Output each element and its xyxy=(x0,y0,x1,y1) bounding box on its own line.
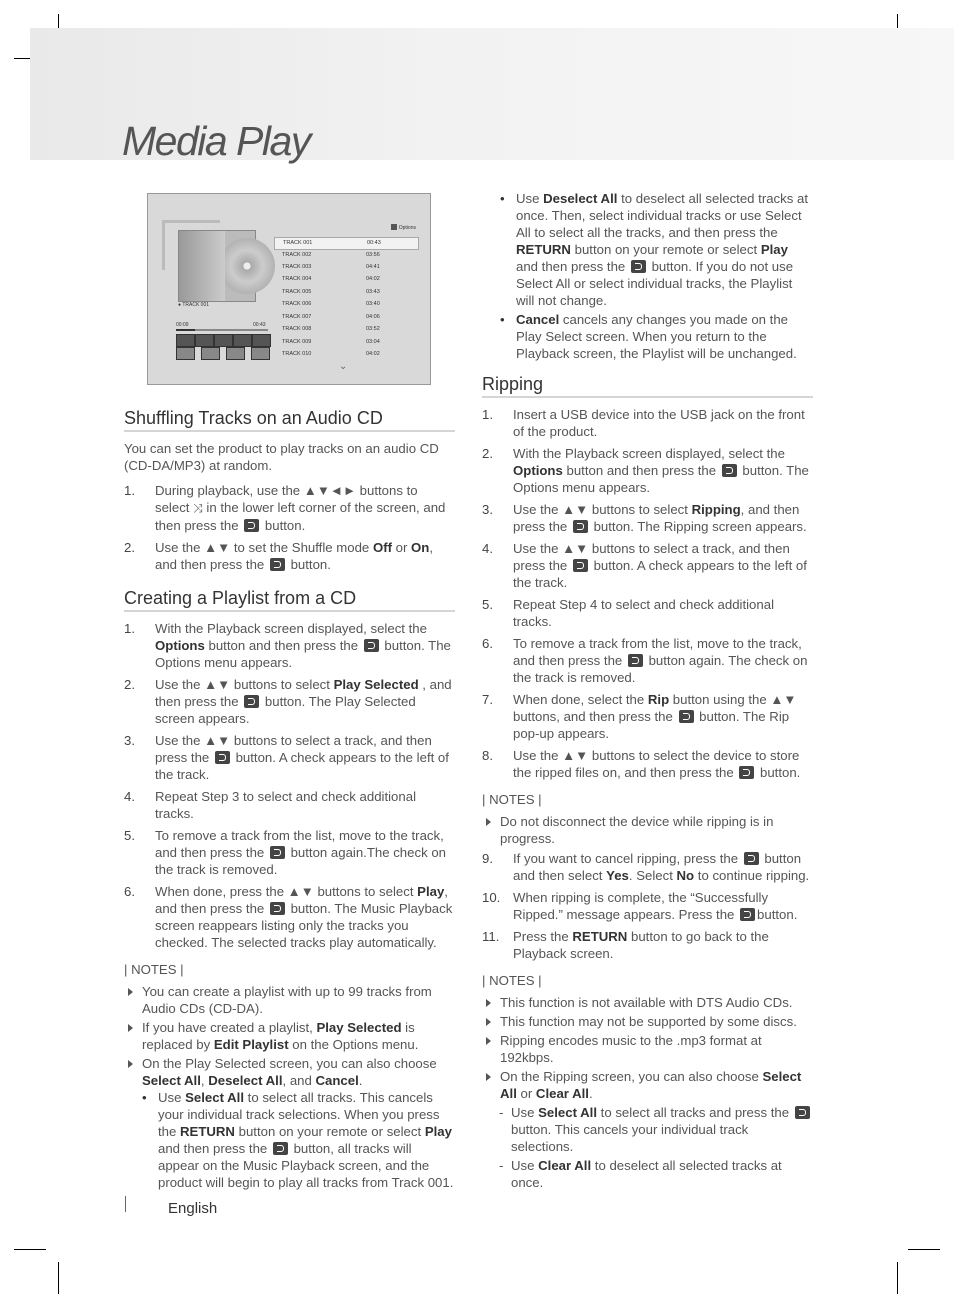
bold-term: RETURN xyxy=(180,1124,235,1139)
music-playback-screen xyxy=(147,193,431,385)
enter-button-icon xyxy=(270,846,285,859)
bold-term: Play Selected xyxy=(316,1020,402,1035)
note-item xyxy=(124,1055,455,1191)
bold-term: Clear All xyxy=(538,1158,592,1173)
sub-bullet-item xyxy=(500,190,813,309)
step-text: button. The Options menu appears. xyxy=(155,638,451,670)
enter-button-icon xyxy=(270,558,285,571)
note-text: and then press the xyxy=(516,259,629,274)
enter-button-icon xyxy=(740,908,755,921)
note-text: , and xyxy=(282,1073,316,1088)
note-text: button on your remote or select xyxy=(570,242,761,257)
step-text: When done, press the ▲▼ buttons to select xyxy=(155,884,418,899)
step-text: button. The Rip pop-up appears. xyxy=(513,709,790,741)
bold-term: Options xyxy=(155,638,205,653)
notes-label: | NOTES | xyxy=(482,792,542,807)
left-column xyxy=(124,410,455,1193)
track-name: TRACK 005 xyxy=(282,289,312,295)
list-item xyxy=(482,406,813,440)
step-text: Use the ▲▼ buttons to select xyxy=(513,502,692,517)
section-title-playlist: Creating a Playlist from a CD xyxy=(124,590,455,612)
step-text: button. xyxy=(756,765,801,780)
bold-term: Clear All xyxy=(535,1086,589,1101)
track-name: TRACK 009 xyxy=(282,339,312,345)
bold-term: Select All xyxy=(538,1105,598,1120)
track-name: TRACK 002 xyxy=(282,252,312,258)
step-text: . Select xyxy=(628,868,677,883)
step-number: 5. xyxy=(482,597,493,612)
step-text: in the lower left corner of the screen, and then press the xyxy=(155,500,446,533)
step-text: Use the ▲▼ buttons to select the device to store the ripped files on, and then press the xyxy=(513,748,800,780)
progress-fill xyxy=(176,329,195,331)
list-item xyxy=(124,788,455,822)
step-text: button. xyxy=(757,907,798,922)
list-item xyxy=(482,928,813,962)
track-name: TRACK 008 xyxy=(282,326,312,332)
track-name: TRACK 006 xyxy=(282,301,312,307)
step-number: 1. xyxy=(482,407,493,422)
track-name: TRACK 003 xyxy=(282,264,312,270)
note-text: button. This cancels your individual track selections. xyxy=(511,1122,749,1154)
list-item xyxy=(124,883,455,951)
step-text: , and then press the xyxy=(155,540,434,572)
bold-term: RETURN xyxy=(516,242,571,257)
step-text: Repeat Step 4 to select and check additional tracks. xyxy=(513,597,774,629)
enter-button-icon xyxy=(744,852,759,865)
step-text: button again.The check on the track is removed. xyxy=(155,845,446,877)
note-text: cancels any changes you made on the Play Select screen. When you return to the Playback screen, the Playlist will be unchanged. xyxy=(516,312,797,361)
playlist-steps xyxy=(124,620,455,951)
bold-term: Select All xyxy=(185,1090,245,1105)
note-text: This function is not available with DTS Audio CDs. xyxy=(500,995,793,1010)
note-text: on the Options menu. xyxy=(288,1037,419,1052)
track-time: 00:43 xyxy=(367,240,381,246)
total-time: 00:43 xyxy=(253,322,266,328)
bold-term: Play xyxy=(417,884,445,899)
list-item xyxy=(482,445,813,496)
shuffle-steps xyxy=(124,482,455,573)
list-item xyxy=(124,827,455,878)
note-text: button, all tracks will appear on the Music Playback screen, and the product will begin to play all tracks from Track 001. xyxy=(158,1141,454,1190)
step-number: 4. xyxy=(124,789,135,804)
options-label[interactable] xyxy=(391,224,416,231)
track-time: 04:02 xyxy=(366,351,380,357)
list-item xyxy=(124,732,455,783)
track-row[interactable] xyxy=(274,324,417,335)
crop-mark xyxy=(908,1249,940,1250)
right-column xyxy=(482,190,813,1193)
enter-button-icon xyxy=(573,520,588,533)
enter-button-icon xyxy=(215,751,230,764)
note-text: If you have created a playlist, xyxy=(142,1020,317,1035)
track-row[interactable] xyxy=(274,312,417,323)
dash-item xyxy=(499,1104,813,1155)
note-text: You can create a playlist with up to 99 tracks from Audio CDs (CD-DA). xyxy=(142,984,432,1016)
step-text: button. xyxy=(286,557,331,572)
step-number: 6. xyxy=(124,884,135,899)
ripping-steps xyxy=(482,406,813,781)
cd-case xyxy=(179,231,225,301)
shuffle-intro: You can set the product to play tracks on an audio CD (CD-DA/MP3) at random. xyxy=(124,441,439,473)
step-text: button. The Options menu appears. xyxy=(513,463,809,495)
track-time: 03:40 xyxy=(366,301,380,307)
bold-term: Deselect All xyxy=(208,1073,283,1088)
next-button[interactable] xyxy=(252,334,271,347)
ripping-steps-2 xyxy=(482,850,813,962)
elapsed-time: 00:09 xyxy=(176,322,189,328)
step-text: button to go back to the Playback screen. xyxy=(513,929,769,961)
track-row[interactable] xyxy=(274,349,417,360)
step-text: button and then press the xyxy=(204,638,362,653)
enter-button-icon xyxy=(273,1142,288,1155)
step-number: 11. xyxy=(482,929,500,944)
dash-item xyxy=(499,1157,813,1191)
note-text: Ripping encodes music to the .mp3 format at 192kbps. xyxy=(500,1033,762,1065)
enter-button-icon xyxy=(244,519,259,532)
bold-term: Yes xyxy=(606,868,629,883)
step-text: To remove a track from the list, move to the track, and then press the xyxy=(513,636,802,668)
enter-button-icon xyxy=(628,654,643,667)
notes-label: | NOTES | xyxy=(124,962,184,977)
crop-mark xyxy=(897,1262,898,1294)
enter-button-icon xyxy=(573,559,588,572)
note-item xyxy=(482,994,813,1011)
track-name: TRACK 007 xyxy=(282,314,312,320)
list-item xyxy=(124,482,455,534)
decor-bar xyxy=(162,220,165,270)
track-time: 03:43 xyxy=(366,289,380,295)
step-number: 8. xyxy=(482,748,493,763)
step-text: button again. The check on the track is removed. xyxy=(513,653,808,685)
crop-mark xyxy=(58,1262,59,1294)
bold-term: No xyxy=(676,868,695,883)
track-row[interactable] xyxy=(274,299,417,310)
list-item xyxy=(482,889,813,923)
note-text: button on your remote or select xyxy=(234,1124,425,1139)
page-title: Media Play xyxy=(122,118,310,164)
enter-button-icon xyxy=(795,1106,810,1119)
note-text: to deselect all selected tracks at once. Then, select individual tracks or use Select All to select all the tracks, and then press the xyxy=(516,191,808,240)
bold-term: Off xyxy=(372,540,392,555)
step-text: button. The Ripping screen appears. xyxy=(589,519,807,534)
track-time: 03:52 xyxy=(366,326,380,332)
bold-term: RETURN xyxy=(572,929,628,944)
step-text: Press the xyxy=(513,929,573,944)
section-title-ripping: Ripping xyxy=(482,376,813,398)
step-text: button using the ▲▼ buttons, and then press the xyxy=(513,692,797,724)
note-text: . xyxy=(358,1073,363,1088)
footer-language: English xyxy=(168,1200,218,1217)
rewind-button[interactable] xyxy=(195,334,214,347)
track-row[interactable] xyxy=(274,262,417,273)
list-item xyxy=(482,635,813,686)
track-row[interactable] xyxy=(274,274,417,285)
track-row[interactable] xyxy=(274,237,419,250)
note-text: Do not disconnect the device while ripping is in progress. xyxy=(500,814,774,846)
note-item xyxy=(482,813,813,847)
list-item xyxy=(124,676,455,727)
step-text: If you want to cancel ripping, press the xyxy=(513,851,742,866)
bold-term: Select All xyxy=(500,1069,802,1101)
shuffle-icon: ⤨ xyxy=(193,501,203,515)
note-item xyxy=(124,1019,455,1053)
note-text: Use xyxy=(516,191,544,206)
now-playing-label xyxy=(178,302,209,308)
note-text: , xyxy=(200,1073,209,1088)
play-indicator-icon: ● xyxy=(178,302,182,308)
album-art xyxy=(178,230,256,302)
track-time: 03:56 xyxy=(366,252,380,258)
step-number: 1. xyxy=(124,621,135,636)
step-number: 1. xyxy=(124,483,135,498)
track-time: 04:02 xyxy=(366,276,380,282)
sub-bullet-item xyxy=(142,1089,455,1191)
note-text: This function may not be supported by some discs. xyxy=(500,1014,797,1029)
step-number: 5. xyxy=(124,828,135,843)
note-item xyxy=(482,1032,813,1066)
track-row[interactable] xyxy=(274,250,417,261)
list-item xyxy=(482,501,813,535)
step-text: With the Playback screen displayed, select the xyxy=(155,621,427,636)
note-text: Use xyxy=(158,1090,186,1105)
bold-term: Select All xyxy=(142,1073,201,1088)
track-row[interactable] xyxy=(274,337,417,348)
step-number: 4. xyxy=(482,541,493,556)
step-text: button. The Music Playback screen reappears listing only the tracks you checked. The selected tracks play automatically. xyxy=(155,901,453,950)
enter-button-icon xyxy=(270,902,285,915)
list-item xyxy=(124,620,455,671)
step-number: 2. xyxy=(124,677,135,692)
step-text: Use the ▲▼ buttons to select a track, and then press the xyxy=(155,733,432,765)
step-text: or xyxy=(391,540,412,555)
notes-label: | NOTES | xyxy=(482,973,542,988)
enter-button-icon xyxy=(739,766,754,779)
track-name: TRACK 010 xyxy=(282,351,312,357)
track-time: 04:41 xyxy=(366,264,380,270)
equalizer-button[interactable] xyxy=(226,347,245,360)
decor-bar xyxy=(162,220,220,223)
bold-term: Cancel xyxy=(516,312,560,327)
bold-term: Options xyxy=(513,463,563,478)
step-text: , and then press the xyxy=(155,677,452,709)
step-text: to continue ripping. xyxy=(694,868,810,883)
step-text: Use the ▲▼ buttons to select xyxy=(155,677,334,692)
bold-term: Rip xyxy=(647,692,670,707)
note-text: button. If you do not use Select All or select individual tracks, the Playlist will not change. xyxy=(516,259,794,308)
bold-term: Play xyxy=(760,242,788,257)
track-time: 03:04 xyxy=(366,339,380,345)
now-playing-track: TRACK 001 xyxy=(182,302,210,308)
note-text: to select all tracks. This cancels your individual track selections. When you press the xyxy=(158,1090,440,1139)
sub-bullet-item xyxy=(500,311,813,362)
step-number: 3. xyxy=(482,502,493,517)
note-item xyxy=(124,983,455,1017)
step-text: button. A check appears to the left of the track. xyxy=(155,750,449,782)
shuffle-button[interactable] xyxy=(201,347,220,360)
sub-bullets-continued xyxy=(482,190,813,362)
step-text: button. The Play Selected screen appears. xyxy=(155,694,416,726)
note-text: On the Play Selected screen, you can also choose xyxy=(142,1056,437,1071)
cd-disc-icon xyxy=(219,238,275,294)
scroll-down-icon[interactable]: ⌄ xyxy=(339,361,348,372)
previous-button[interactable] xyxy=(233,334,252,347)
note-text: On the Ripping screen, you can also choose xyxy=(500,1069,763,1084)
footer-divider xyxy=(125,1196,126,1212)
track-name: TRACK 004 xyxy=(282,276,312,282)
step-text: Insert a USB device into the USB jack on the front of the product. xyxy=(513,407,805,439)
list-item xyxy=(482,596,813,630)
section-title-shuffle: Shuffling Tracks on an Audio CD xyxy=(124,410,455,432)
crop-mark xyxy=(14,1249,46,1250)
step-number: 9. xyxy=(482,851,493,866)
list-item xyxy=(482,540,813,591)
note-text: Use xyxy=(511,1105,539,1120)
note-text: . xyxy=(588,1086,593,1101)
step-text: During playback, use the ▲▼◄► buttons to select xyxy=(155,483,418,515)
enter-button-icon xyxy=(244,695,259,708)
step-text: button. A check appears to the left of the track. xyxy=(513,558,807,590)
step-number: 2. xyxy=(482,446,493,461)
step-text: Repeat Step 3 to select and check additional tracks. xyxy=(155,789,416,821)
playlist-notes xyxy=(124,983,455,1191)
list-item xyxy=(482,691,813,742)
note-text: Use xyxy=(511,1158,539,1173)
note-text: and then press the xyxy=(158,1141,271,1156)
step-number: 6. xyxy=(482,636,493,651)
list-item xyxy=(124,539,455,573)
note-text: is replaced by xyxy=(142,1020,415,1052)
options-label-text: Options xyxy=(398,225,416,231)
step-number: 3. xyxy=(124,733,135,748)
bold-term: On xyxy=(411,540,430,555)
ripping-notes-2 xyxy=(482,994,813,1102)
bold-term: Ripping xyxy=(691,502,741,517)
step-text: , and then press the xyxy=(155,884,448,916)
step-number: 10. xyxy=(482,890,501,905)
ripping-dash-list xyxy=(482,1104,813,1191)
step-text: When done, select the xyxy=(513,692,648,707)
step-text: When ripping is complete, the “Successfully Ripped.” message appears. Press the xyxy=(513,890,769,922)
step-text: button and then select xyxy=(513,851,802,883)
pause-button[interactable] xyxy=(176,334,195,347)
enter-button-icon xyxy=(722,464,737,477)
note-text: or xyxy=(516,1086,536,1101)
list-item xyxy=(482,747,813,781)
step-text: Use the ▲▼ to set the Shuffle mode xyxy=(155,540,373,555)
enter-button-icon xyxy=(364,639,379,652)
note-item xyxy=(482,1068,813,1102)
step-number: 2. xyxy=(124,540,135,555)
bold-term: Deselect All xyxy=(543,191,618,206)
note-text: to deselect all selected tracks at once. xyxy=(511,1158,782,1190)
step-text: With the Playback screen displayed, select the xyxy=(513,446,785,461)
bold-term: Edit Playlist xyxy=(213,1037,289,1052)
step-number: 7. xyxy=(482,692,493,707)
track-row[interactable] xyxy=(274,287,417,298)
bold-term: Play Selected xyxy=(333,677,419,692)
repeat-button[interactable] xyxy=(176,347,195,360)
playlist-button[interactable] xyxy=(251,347,270,360)
step-text: button. xyxy=(261,518,306,533)
progress-bar[interactable] xyxy=(176,329,268,331)
options-button-icon xyxy=(391,224,397,230)
list-item xyxy=(482,850,813,884)
step-text: , and then press the xyxy=(513,502,800,534)
step-text: To remove a track from the list, move to the track, and then press the xyxy=(155,828,444,860)
note-item xyxy=(482,1013,813,1030)
step-text: button and then press the xyxy=(562,463,720,478)
sub-bullets xyxy=(142,1089,455,1191)
track-name: TRACK 001 xyxy=(283,240,313,246)
note-text: to select all tracks and press the xyxy=(597,1105,793,1120)
fast-forward-button[interactable] xyxy=(214,334,233,347)
bold-term: Cancel xyxy=(315,1073,359,1088)
enter-button-icon xyxy=(679,710,694,723)
bold-term: Play xyxy=(424,1124,452,1139)
ripping-notes-1 xyxy=(482,813,813,847)
enter-button-icon xyxy=(631,260,646,273)
step-text: Use the ▲▼ buttons to select a track, and then press the xyxy=(513,541,790,573)
track-time: 04:06 xyxy=(366,314,380,320)
